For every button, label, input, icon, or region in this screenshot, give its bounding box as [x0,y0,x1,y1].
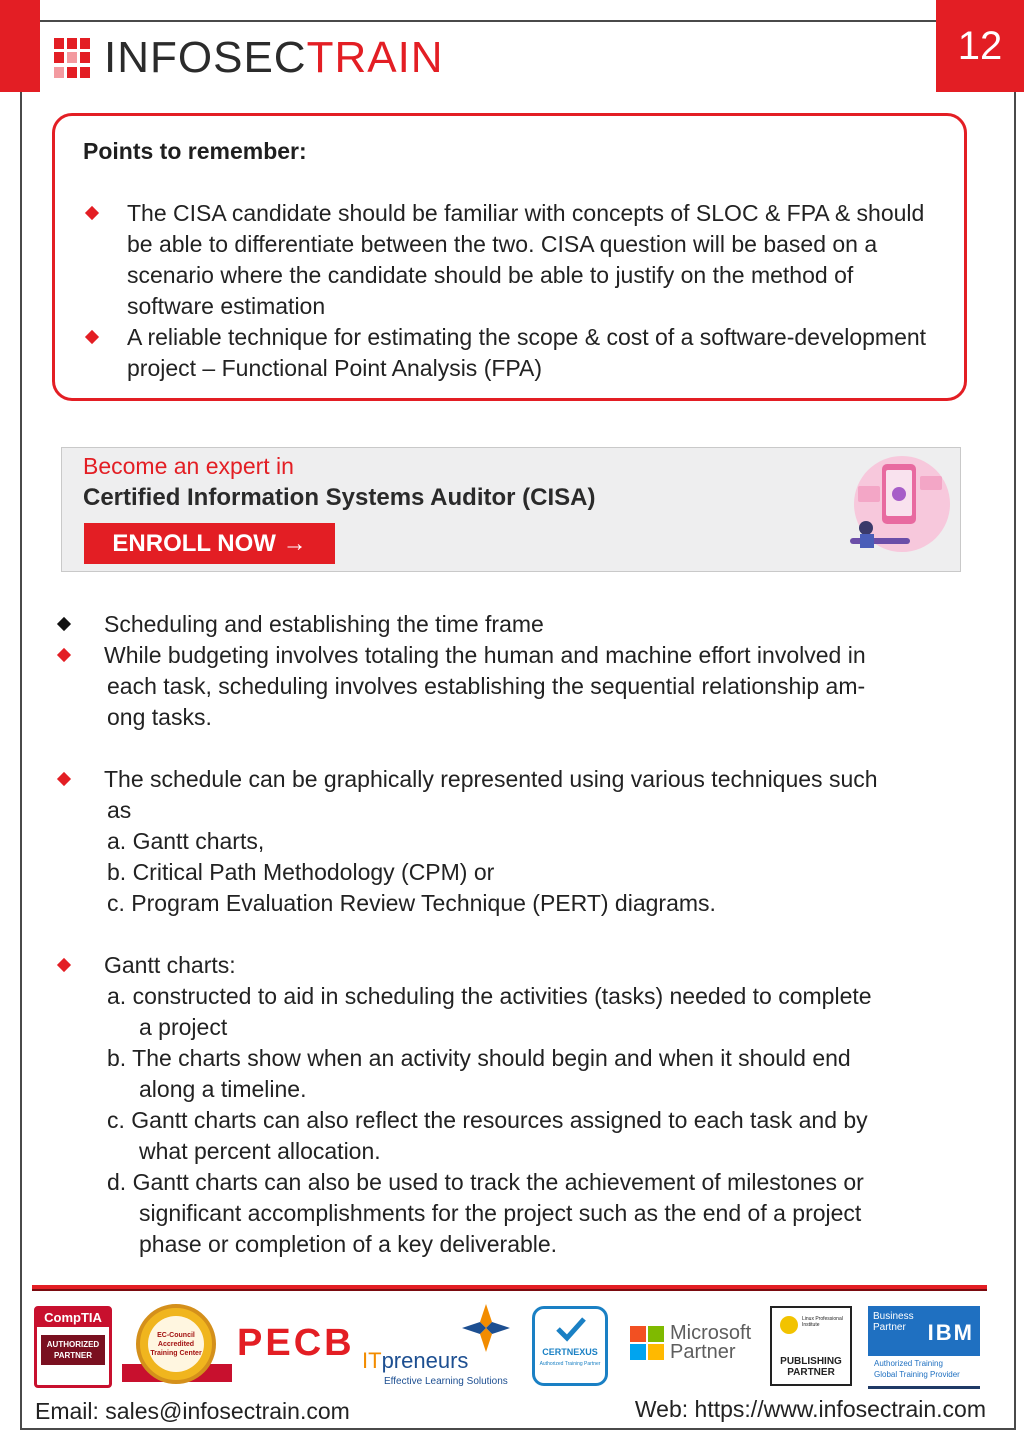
checkmark-icon [555,1315,587,1343]
callout-item: A reliable technique for estimating the scope & cost of a software-development project – Functional Point Analysis (FPA) [83,322,943,384]
banner-illustration-icon [830,447,950,571]
ibm-business-partner-logo: Business Partner IBM Authorized Training Global Training Provider [868,1306,980,1388]
comptia-partner-logo: CompTIA AUTHORIZED PARTNER [34,1306,112,1388]
list-item: The schedule can be graphically represented using various techniques such [56,764,986,795]
footer-divider [32,1285,987,1291]
list-item-continuation: each task, scheduling involves establishing the sequential relationship am- [107,673,866,699]
callout-list [83,198,943,384]
brand-wordmark: INFOSECTRAIN [104,33,444,82]
certnexus-partner-logo: CERTNEXUS Authorized Training Partner [532,1306,608,1386]
sub-item: b. Critical Path Methodology (CPM) or [107,859,495,885]
sub-item: a. Gantt charts, [107,828,265,854]
callout-title: Points to remember: [83,138,307,164]
body-content [56,609,986,1260]
ec-council-seal-logo: EC-Council Accredited Training Center [122,1302,232,1392]
brand-logo [54,33,444,82]
bullet-diamond-icon [57,958,71,972]
list-item-continuation: as [107,797,132,823]
list-item: Scheduling and establishing the time frame [56,609,986,640]
list-item-continuation: ong tasks. [107,704,212,730]
banner-course-title: Certified Information Systems Auditor (CISA) [83,484,596,511]
sub-item: b. The charts show when an activity should begin and when it should end [107,1045,851,1071]
sub-item-continuation: along a timeline. [139,1076,307,1102]
microsoft-grid-icon [630,1326,664,1360]
sub-item: a. constructed to aid in scheduling the activities (tasks) needed to complete [107,983,872,1009]
bullet-diamond-icon [57,617,71,631]
corner-accent-right [936,0,1024,92]
lpi-badge-icon [780,1316,798,1334]
banner-tagline: Become an expert in [83,453,294,479]
bullet-diamond-icon [57,648,71,662]
sub-item-continuation: phase or completion of a key deliverable. [139,1231,558,1257]
microsoft-partner-logo: Microsoft Partner [630,1326,760,1366]
partner-logos [32,1302,987,1392]
points-to-remember-box [52,113,967,401]
corner-accent-left [0,0,40,92]
itpreneurs-star-icon [462,1304,510,1352]
enroll-now-button[interactable]: ENROLL NOW → [84,523,335,564]
sub-item: c. Gantt charts can also reflect the resources assigned to each task and by [107,1107,868,1133]
lpi-publishing-partner-logo: Linux Professional Institute PUBLISHING PARTNER [770,1306,852,1386]
footer-email[interactable]: Email: sales@infosectrain.com [35,1398,350,1424]
bullet-diamond-icon [85,330,99,344]
bullet-diamond-icon [85,206,99,220]
sub-item-continuation: a project [139,1014,228,1040]
itpreneurs-logo: ITpreneurs Effective Learning Solutions [362,1304,517,1392]
list-item: While budgeting involves totaling the human and machine effort involved in [56,640,986,671]
list-item: Gantt charts: [56,950,986,981]
bullet-diamond-icon [57,772,71,786]
footer-website[interactable]: Web: https://www.infosectrain.com [634,1396,986,1422]
cisa-promo-banner[interactable] [61,447,961,572]
sub-item: d. Gantt charts can also be used to track the achievement of milestones or [107,1169,864,1195]
pecb-logo: PECB [237,1322,355,1364]
sub-item: c. Program Evaluation Review Technique (PERT) diagrams. [107,890,716,916]
sub-item-continuation: significant accomplishments for the project such as the end of a project [139,1200,862,1226]
brand-mark-icon [54,38,90,78]
callout-item: The CISA candidate should be familiar with concepts of SLOC & FPA & should be able to differentiate between the two. CISA question will be based on a scenario where the candidate should be able to justify on the method of software estimation [83,198,943,322]
page-number: 12 [957,23,1003,68]
sub-item-continuation: what percent allocation. [139,1138,381,1164]
